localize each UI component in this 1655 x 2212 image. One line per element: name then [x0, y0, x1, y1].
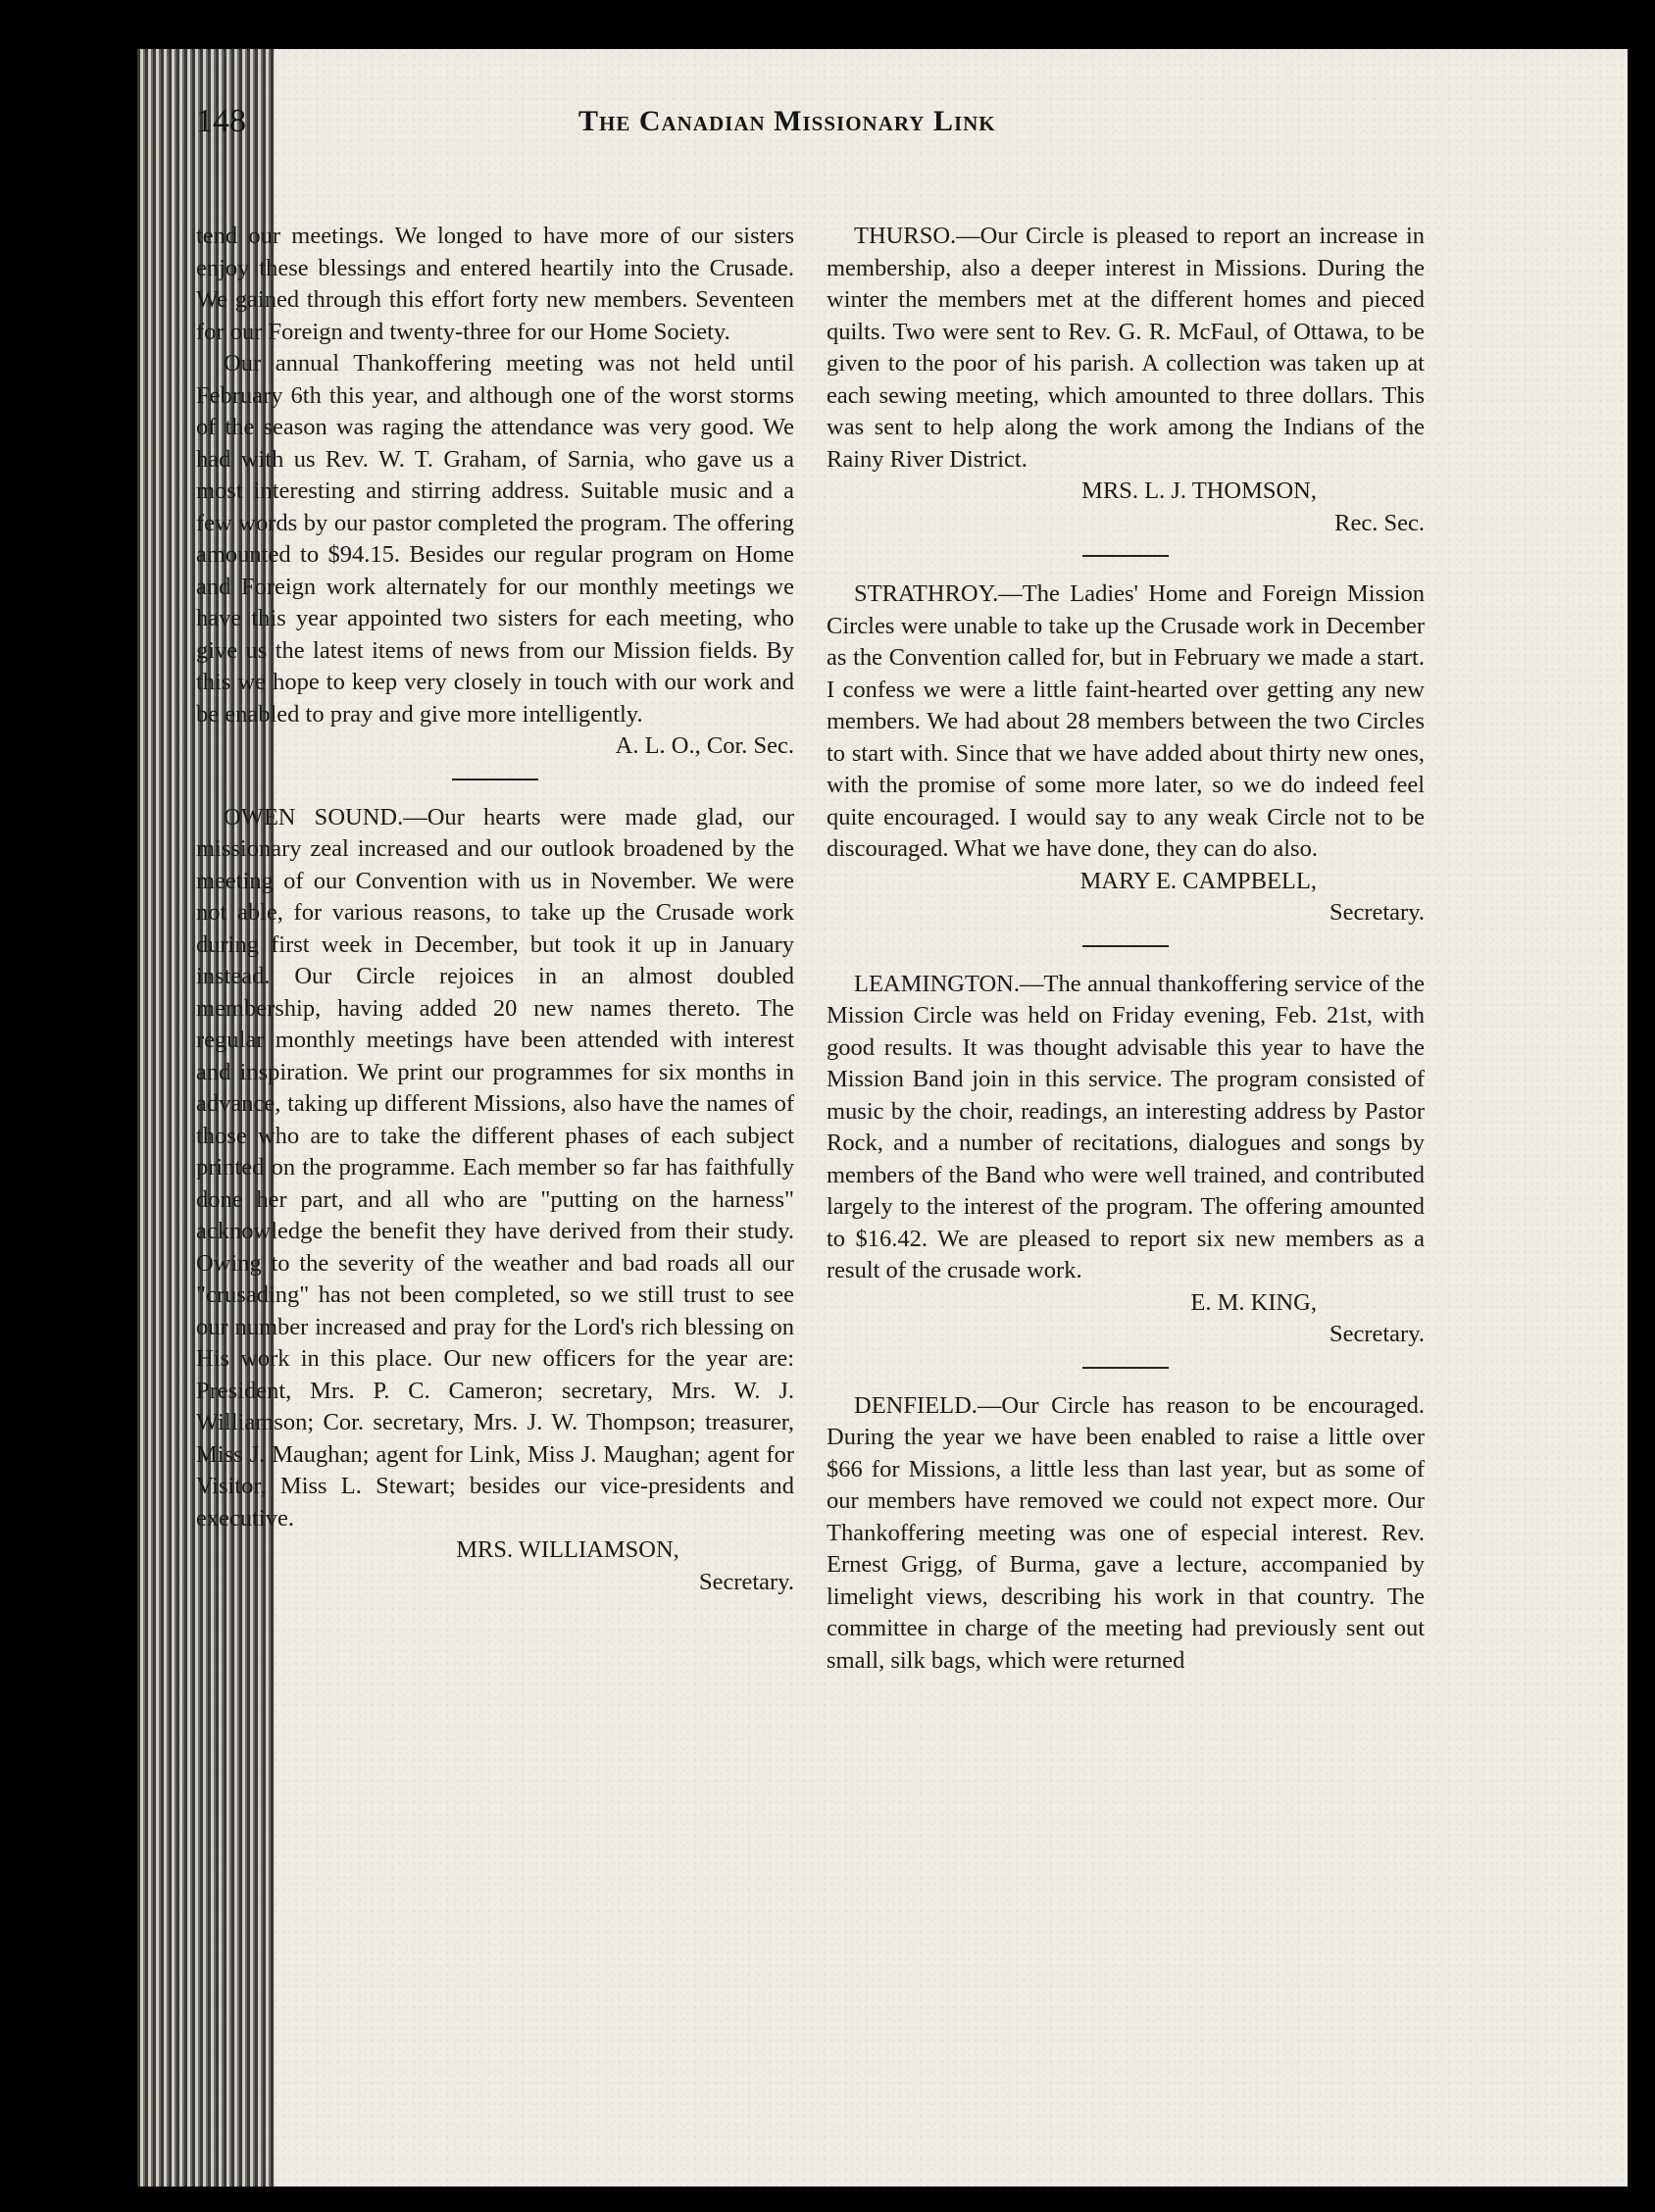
signature-thomson-title: Rec. Sec.: [1334, 509, 1425, 536]
signature-king-title: Secretary.: [1329, 1321, 1425, 1347]
section-divider: [452, 779, 538, 780]
signature-alo: A. L. O., Cor. Sec.: [615, 732, 794, 759]
section-divider: [1082, 1367, 1169, 1369]
signature-campbell-title: Secretary.: [1329, 899, 1425, 926]
signature-campbell-name: MARY E. CAMPBELL,: [1079, 867, 1317, 894]
running-title: The Canadian Missionary Link: [578, 105, 996, 137]
signature-thomson-name: MRS. L. J. THOMSON,: [1081, 478, 1317, 504]
left-column: [196, 221, 794, 1598]
signature-williamson-title: Secretary.: [698, 1568, 794, 1595]
signature-williamson-name: MRS. WILLIAMSON,: [456, 1536, 679, 1563]
paragraph-thurso: THURSO.—Our Circle is pleased to report an increase in membership, also a deeper interest in Missions. During the winter the members met at the different homes and pieced quilts. Two were sent to Rev. G. R. McFaul, of Ottawa, to be given to the poor of his parish. A collection was taken up at each sewing meeting, which amounted to three dollars. This was sent to help along the work among the Indians of the Rainy River District.: [827, 223, 1425, 473]
section-divider: [1082, 555, 1169, 557]
paragraph-denfield: DENFIELD.—Our Circle has reason to be encouraged. During the year we have been enabled to raise a little over $66 for Missions, a little less than last year, but as some of our members have removed we could not expect more. Our Thankoffering meeting was one of especial interest. Rev. Ernest Grigg, of Burma, gave a lecture, accompanied by limelight views, describing his work in that country. The committee in charge of the meeting had previously sent out small, silk bags, which were returned: [827, 1391, 1425, 1674]
section-divider: [1082, 945, 1169, 947]
paragraph-leamington: LEAMINGTON.—The annual thankoffering service of the Mission Circle was held on Friday evening, Feb. 21st, with good results. It was thought advisable this year to have the Mission Band join in this service. The program consisted of music by the choir, readings, an interesting address by Pastor Rock, and a number of recitations, dialogues and songs by members of the Band who were well trained, and contributed largely to the interest of the program. The offering amounted to $16.42. We are pleased to report six new members as a result of the crusade work.: [827, 970, 1425, 1283]
paragraph-thankoffering: Our annual Thankoffering meeting was not held until February 6th this year, and although one of the worst storms of the season was raging the attendance was very good. We had with us Rev. W. T. Graham, of Sarnia, who gave us a most interesting and stirring address. Suitable music and a few words by our pastor completed the program. The offering amounted to $94.15. Besides our regular program on Home and Foreign work alternately for our monthly meetings we have this year appointed two sisters for each meeting, who give us the latest items of news from our Mission fields. By this we hope to keep very closely in touch with our work and be enabled to pray and give more intelligently.: [196, 350, 794, 728]
paragraph-owen-sound: OWEN SOUND.—Our hearts were made glad, our missionary zeal increased and our outlook broadened by the meeting of our Convention with us in November. We were not able, for various reasons, to take up the Crusade work during first week in December, but took it up in January instead. Our Circle rejoices in an almost doubled membership, having added 20 new names thereto. The regular monthly meetings have been attended with interest and inspiration. We print our programmes for six months in advance, taking up different Missions, also have the names of those who are to take the different phases of each subject printed on the programme. Each member so far has faithfully done her part, and all who are "putting on the harness" acknowledge the benefit they have derived from their study. Owing to the severity of the weather and bad roads all our "crusading" has not been completed, so we still trust to see our number increased and pray for the Lord's rich blessing on His work in this place. Our new officers for the year are: President, Mrs. P. C. Cameron; secretary, Mrs. W. J. Williamson; Cor. secretary, Mrs. J. W. Thompson; treasurer, Miss J. Maughan; agent for Link, Miss J. Maughan; agent for Visitor, Miss L. Stewart; besides our vice-presidents and executive.: [196, 803, 794, 1532]
page-header: [196, 103, 1255, 148]
page-number: 148: [196, 103, 246, 139]
signature-king-name: E. M. KING,: [1190, 1288, 1317, 1316]
right-column: [827, 221, 1425, 1677]
paragraph-crusade-continued: tend our meetings. We longed to have more of our sisters enjoy these blessings and entered heartily into the Crusade. We gained through this effort forty new members. Seventeen for our Foreign and twenty-three for our Home Society.: [196, 223, 794, 345]
paragraph-strathroy: STRATHROY.—The Ladies' Home and Foreign Mission Circles were unable to take up the Crusade work in December as the Convention called for, but in February we made a start. I confess we were a little faint-hearted over getting any new members. We had about 28 members between the two Circles to start with. Since that we have added about thirty new ones, with the promise of some more later, so we do indeed feel quite encouraged. I would say to any weak Circle not to be discouraged. What we have done, they can do also.: [827, 580, 1425, 862]
